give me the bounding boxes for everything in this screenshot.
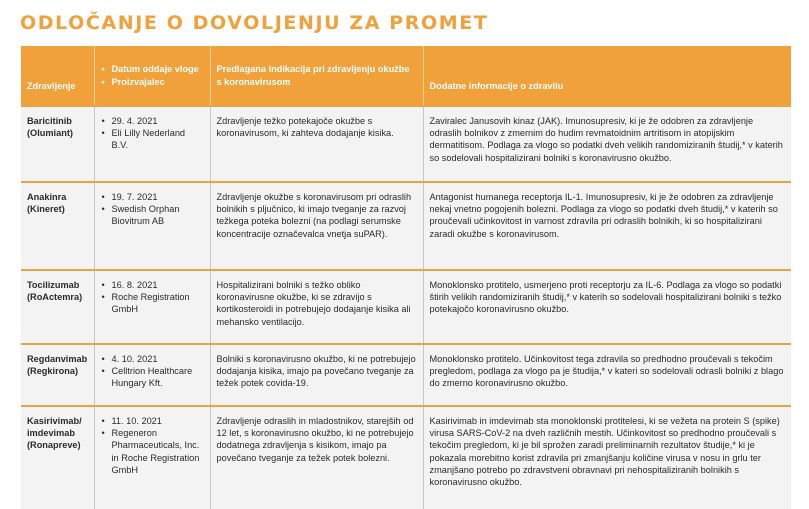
manufacturer: • Swedish Orphan Biovitrum AB	[101, 203, 204, 227]
indication-cell: Bolniki s koronavirusno okužbo, ki ne potrebujejo dodajanja kisika, imajo pa povečano tveganje za težek potek covida-19.	[210, 344, 423, 406]
drug-brand: (Regkirona)	[27, 366, 79, 377]
header-manufacturer-label: • Proizvajalec	[101, 76, 204, 88]
date-manufacturer-cell	[94, 106, 210, 182]
drug-cell	[21, 406, 94, 509]
date-manufacturer-cell	[94, 406, 210, 509]
drug-cell	[21, 106, 94, 182]
drug-name: Baricitinib	[27, 116, 72, 126]
drug-brand: (Olumiant)	[27, 128, 73, 139]
info-cell: Monoklonsko protitelo, usmerjeno proti receptorju za IL-6. Podlaga za vlogo so podatki štirih velikih randomiziranih študij,* v katerih so sodelovali hospitalizirani bolniki s težko potekajočo koronavirusno okužbo.	[423, 270, 791, 344]
submission-date: • 11. 10. 2021	[101, 415, 204, 427]
drug-name: Kasirivimab/ imdevimab	[27, 416, 82, 439]
manufacturer: • Regeneron Pharmaceuticals, Inc. in Roche Registration GmbH	[101, 427, 204, 476]
drug-name: Tocilizumab	[27, 280, 80, 290]
info-cell: Zaviralec Janusovih kinaz (JAK). Imunosupresiv, ki je že odobren za zdravljenje odraslih bolnikov z zmernim do hudim revmatoidnim artritisom in atopijskim dermatitisom. Podlaga za vlogo so podatki dveh velikih randomiziranih študij,* v katerih so sodelovali hospitalizirani bolniki s koronavirusno okužbo.	[423, 106, 791, 182]
header-treatment: Zdravljenje	[21, 46, 94, 106]
drug-cell	[21, 344, 94, 406]
drug-cell	[21, 182, 94, 270]
table-row	[21, 106, 791, 182]
drug-cell	[21, 270, 94, 344]
date-manufacturer-cell	[94, 344, 210, 406]
header-additional-info: Dodatne informacije o zdravilu	[423, 46, 791, 106]
drug-brand: (Ronapreve)	[27, 440, 81, 451]
header-indication: Predlagana indikacija pri zdravljenju okužbe s koronavirusom	[210, 46, 423, 106]
drug-name: Anakinra	[27, 192, 67, 202]
drug-brand: (RoActemra)	[27, 292, 83, 303]
table-row	[21, 182, 791, 270]
drug-brand: (Kineret)	[27, 204, 65, 215]
table-header-row	[21, 46, 791, 106]
indication-cell: Zdravljenje odraslih in mladostnikov, starejših od 12 let, s koronavirusno okužbo, ki ne potrebujejo dodatnega zdravljenja s kisikom, imajo pa povečano tveganje za težek potek bolezni.	[210, 406, 423, 509]
header-date-label: • Datum oddaje vloge	[101, 63, 204, 75]
table-row	[21, 406, 791, 509]
submission-date: • 4. 10. 2021	[101, 353, 204, 365]
indication-cell: Hospitalizirani bolniki s težko obliko koronavirusne okužbe, ki se zdravijo s kortikosteroidi in potrebujejo dodajanje kisika ali mehansko ventilacijo.	[210, 270, 423, 344]
header-date-manufacturer	[94, 46, 210, 106]
page-title: ODLOČANJE O DOVOLJENJU ZA PROMET	[20, 12, 489, 34]
manufacturer: • Celltrion Healthcare Hungary Kft.	[101, 365, 204, 389]
info-cell: Kasirivimab in imdevimab sta monoklonski protitelesi, ki se vežeta na protein S (spike) virusa SARS-CoV-2 na dveh različnih mestih. Učinkovitost so predhodno proučevali s tekočim pregledom, ki je bil sprožen zaradi preliminarnih rezultatov študije,* ki je pokazala morebitno korist zdravila pri zmanjšanju količine virusa v nosu in grlu ter zmanjšano potrebo po zdravstveni obravnavi pri nehospitaliziranih bolnikih s koronavirusno okužbo.	[423, 406, 791, 509]
table-row	[21, 344, 791, 406]
manufacturer: • Eli Lilly Nederland B.V.	[101, 127, 204, 151]
info-cell: Monoklonsko protitelo. Učinkovitost tega zdravila so predhodno proučevali s tekočim pregledom, podlaga za vlogo pa je študija,* v kateri so sodelovali odrasli bolniki z blago do zmerno koronavirusno okužbo.	[423, 344, 791, 406]
indication-cell: Zdravljenje okužbe s koronavirusom pri odraslih bolnikih s pljučnico, ki imajo tveganje za razvoj težkega poteka bolezni (na podlagi serumske koncentracije označevalca vnetja suPAR).	[210, 182, 423, 270]
manufacturer: • Roche Registration GmbH	[101, 291, 204, 315]
indication-cell: Zdravljenje težko potekajoče okužbe s koronavirusom, ki zahteva dodajanje kisika.	[210, 106, 423, 182]
info-cell: Antagonist humanega receptorja IL-1. Imunosupresiv, ki je že odobren za zdravljenje nekaj vnetno pogojenih bolezni. Podlaga za vlogo so podatki dveh študij,* v katerih so proučevali učinkovitost in varnost zdravila pri odraslih bolnikih, ki so hospitalizirani zaradi okužbe s koronavirusom.	[423, 182, 791, 270]
date-manufacturer-cell	[94, 182, 210, 270]
submission-date: • 19. 7. 2021	[101, 191, 204, 203]
date-manufacturer-cell	[94, 270, 210, 344]
drug-name: Regdanvimab	[27, 354, 88, 364]
table-row	[21, 270, 791, 344]
approval-table	[21, 46, 791, 509]
submission-date: • 29. 4. 2021	[101, 115, 204, 127]
submission-date: • 16. 8. 2021	[101, 279, 204, 291]
